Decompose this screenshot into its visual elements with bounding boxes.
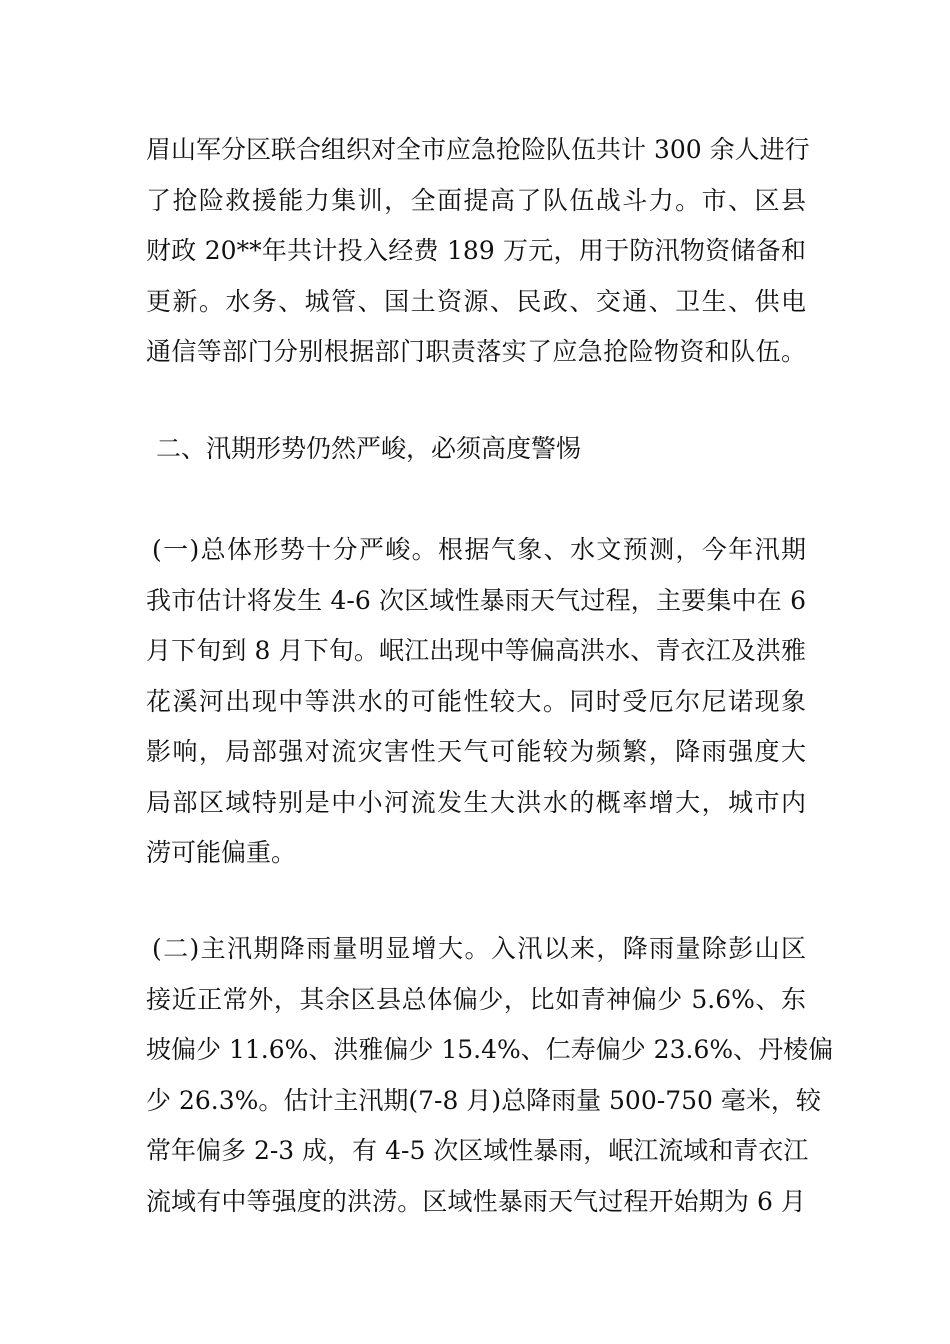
text-line: 更新。水务、城管、国土资源、民政、交通、卫生、供电 xyxy=(146,286,806,316)
text-line: 财政 20**年共计投入经费 189 万元，用于防汛物资储备和 xyxy=(146,236,806,265)
text-line: (一)总体形势十分严峻。根据气象、水文预测，今年汛期 xyxy=(152,535,806,564)
text-line: 了抢险救援能力集训，全面提高了队伍战斗力。市、区县 xyxy=(146,185,806,215)
paragraph-rainfall xyxy=(146,924,834,1227)
text-line: 我市估计将发生 4-6 次区域性暴雨天气过程，主要集中在 6 xyxy=(146,585,806,615)
text-line: 少 26.3%。估计主汛期(7-8 月)总降雨量 500-750 毫米，较 xyxy=(146,1085,821,1115)
section-heading: 二、汛期形势仍然严峻，必须高度警惕 xyxy=(156,434,582,463)
paragraph-resources xyxy=(146,125,810,378)
text-line: 坡偏少 11.6%、洪雅偏少 15.4%、仁寿偏少 23.6%、丹棱偏 xyxy=(146,1035,834,1064)
text-line: 局部区域特别是中小河流发生大洪水的概率增大，城市内 xyxy=(146,787,806,817)
text-line: 眉山军分区联合组织对全市应急抢险队伍共计 300 余人进行 xyxy=(146,135,810,164)
text-line: (二)主汛期降雨量明显增大。入汛以来，降雨量除彭山区 xyxy=(152,934,806,963)
text-line: 影响，局部强对流灾害性天气可能较为频繁，降雨强度大 xyxy=(146,737,806,766)
text-line: 接近正常外，其余区县总体偏少，比如青神偏少 5.6%、东 xyxy=(146,984,806,1014)
text-line: 通信等部门分别根据部门职责落实了应急抢险物资和队伍。 xyxy=(146,337,806,366)
text-line: 月下旬到 8 月下旬。岷江出现中等偏高洪水、青衣江及洪雅 xyxy=(146,636,806,665)
text-line: 常年偏多 2-3 成，有 4-5 次区域性暴雨，岷江流域和青衣江 xyxy=(146,1136,809,1165)
text-line: 流域有中等强度的洪涝。区域性暴雨天气过程开始期为 6 月 xyxy=(146,1186,806,1216)
text-line: 涝可能偏重。 xyxy=(146,838,297,867)
text-line: 花溪河出现中等洪水的可能性较大。同时受厄尔尼诺现象 xyxy=(146,686,806,716)
paragraph-overall-situation xyxy=(146,525,806,879)
